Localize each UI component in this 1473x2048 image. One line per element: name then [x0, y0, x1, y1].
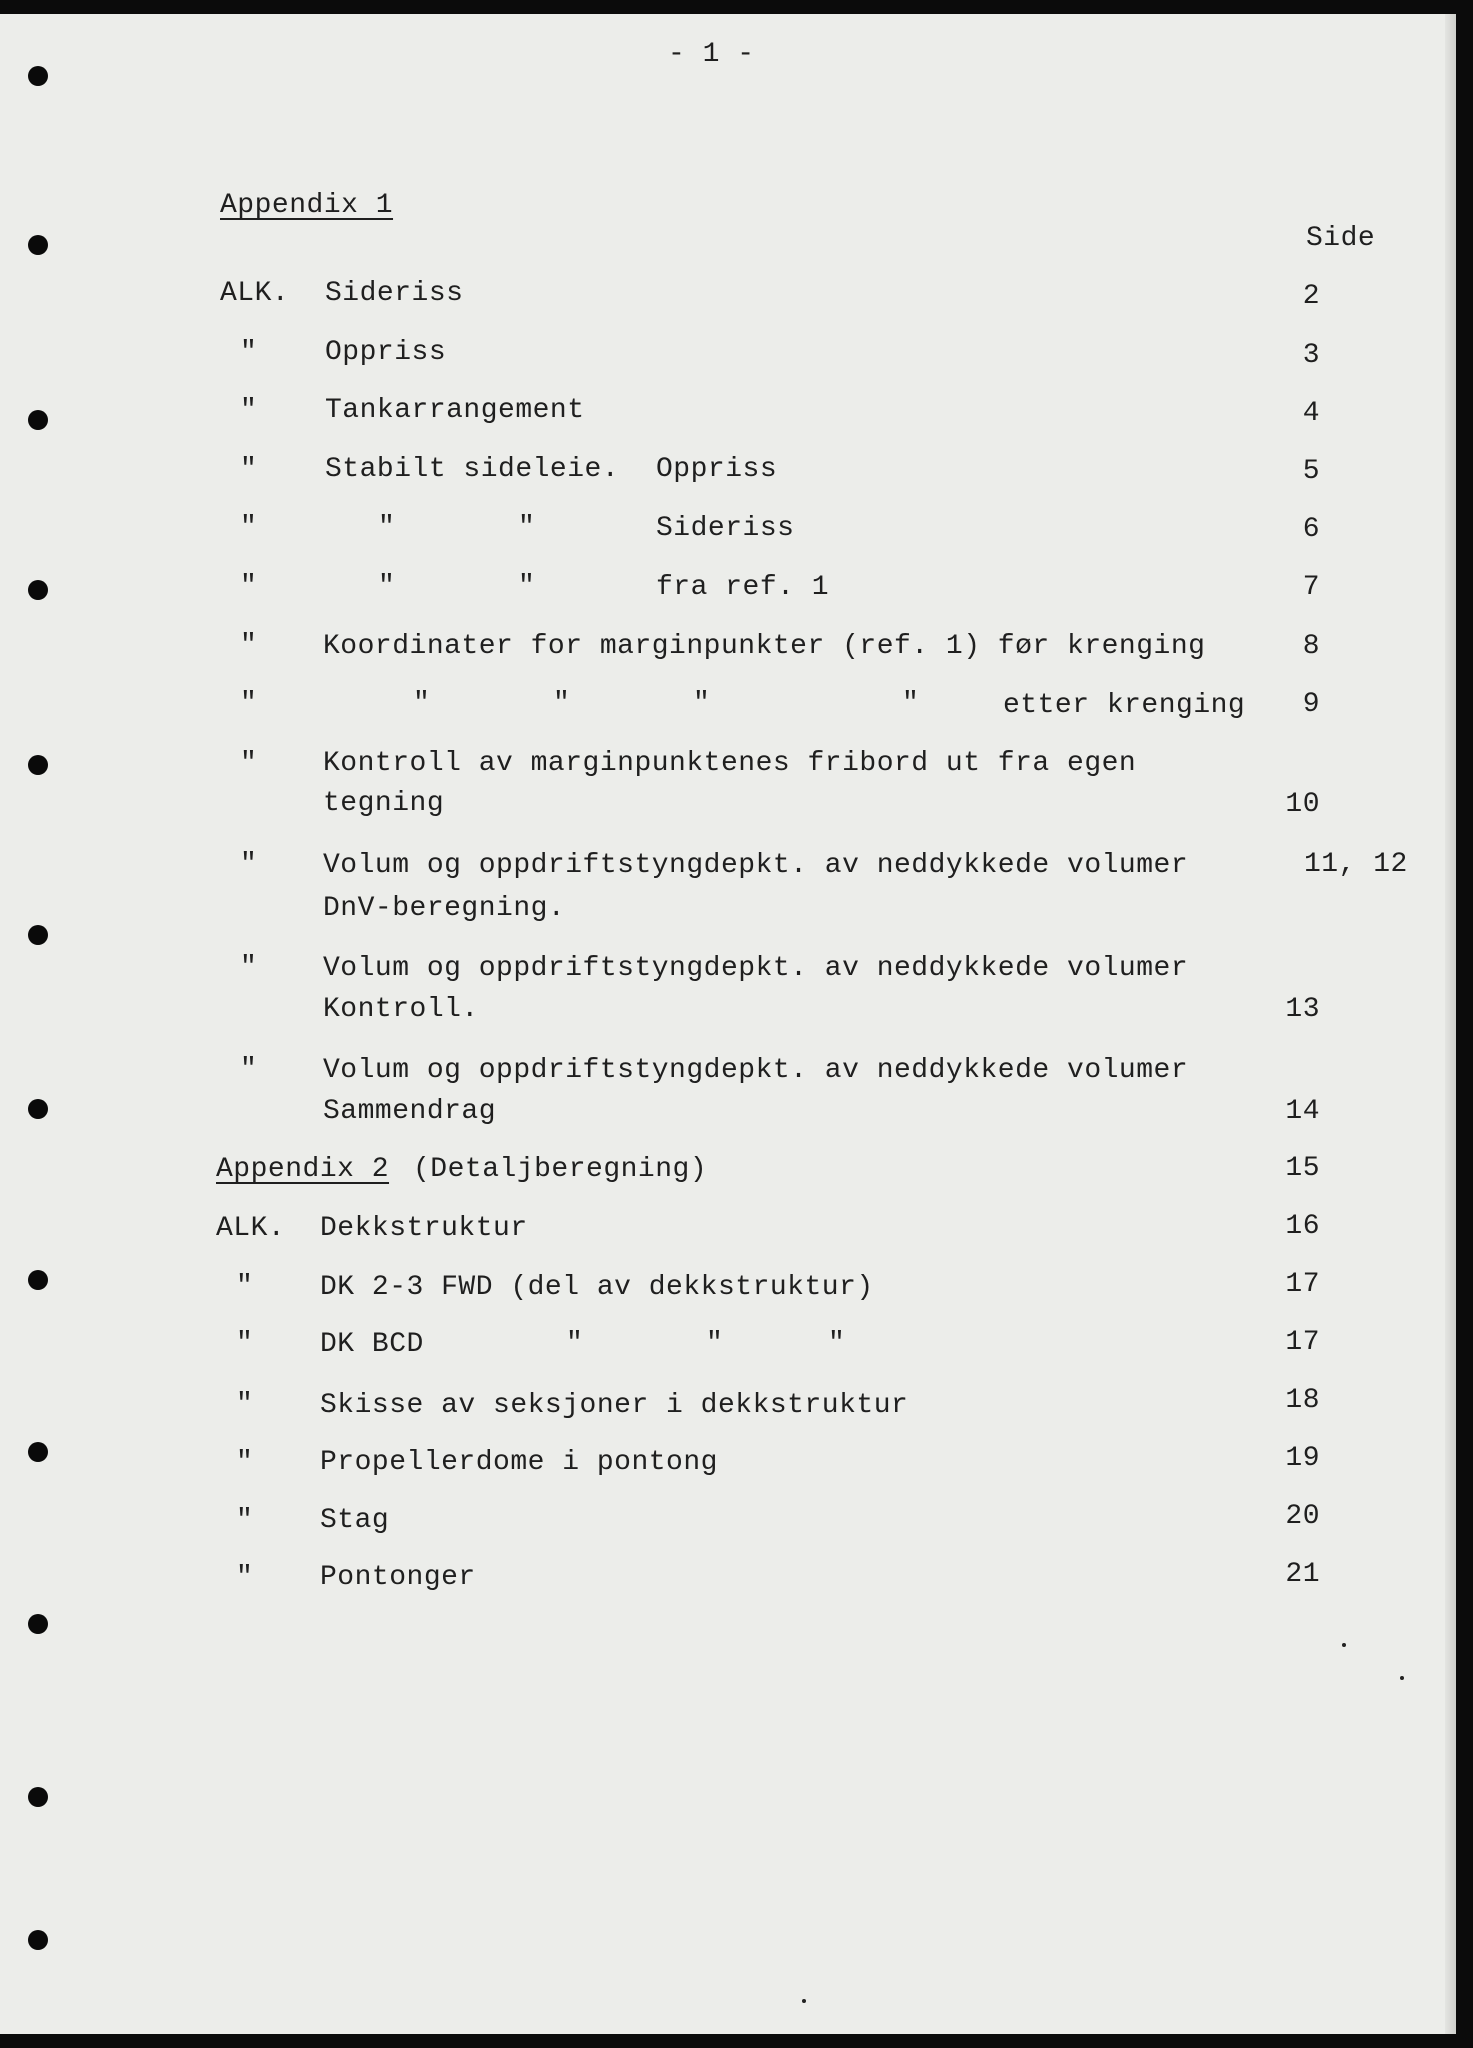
- ditto-mark: ": [828, 1328, 846, 1359]
- toc-prefix: ": [240, 571, 258, 602]
- toc-prefix: ALK.: [220, 278, 290, 309]
- toc-prefix: ": [236, 1389, 254, 1420]
- scan-speck: [802, 1999, 806, 2003]
- toc-prefix: ": [236, 1562, 254, 1593]
- page-number: - 1 -: [668, 39, 755, 70]
- scan-speck: [1342, 1643, 1346, 1647]
- binder-hole: [28, 1787, 48, 1807]
- toc-page: 10: [1285, 789, 1320, 820]
- toc-title: Tankarrangement: [325, 395, 585, 426]
- toc-page: 18: [1285, 1385, 1320, 1416]
- toc-page: 7: [1302, 572, 1320, 603]
- binder-hole: [28, 410, 48, 430]
- toc-subtitle: fra ref. 1: [656, 572, 830, 603]
- binder-hole: [28, 755, 48, 775]
- toc-title-continued: tegning: [323, 788, 445, 819]
- toc-subtitle: Sideriss: [656, 513, 795, 544]
- toc-prefix: ": [240, 1054, 258, 1085]
- binder-hole: [28, 925, 48, 945]
- toc-prefix: ": [236, 1505, 254, 1536]
- toc-page: 4: [1302, 398, 1320, 429]
- toc-title-continued: Sammendrag: [323, 1096, 497, 1127]
- toc-page: 19: [1285, 1443, 1320, 1474]
- ditto-mark: ": [378, 512, 396, 543]
- toc-prefix: ": [240, 849, 258, 880]
- toc-page: 2: [1302, 281, 1320, 312]
- toc-title: Koordinater for marginpunkter (ref. 1) før krenging: [323, 631, 1206, 662]
- toc-prefix: ": [240, 748, 258, 779]
- binder-hole: [28, 66, 48, 86]
- ditto-mark: ": [378, 571, 396, 602]
- toc-prefix: ": [240, 395, 258, 426]
- toc-title: DK 2-3 FWD (del av dekkstruktur): [320, 1272, 874, 1303]
- binder-hole: [28, 1099, 48, 1119]
- ditto-mark: ": [518, 571, 536, 602]
- toc-prefix: ": [240, 688, 258, 719]
- toc-title: Propellerdome i pontong: [320, 1447, 718, 1478]
- toc-page: 15: [1285, 1153, 1320, 1184]
- toc-page: 21: [1285, 1559, 1320, 1590]
- appendix2-heading: Appendix 2: [216, 1154, 390, 1185]
- toc-page: 14: [1285, 1096, 1320, 1127]
- toc-title: Stabilt sideleie.: [325, 454, 620, 485]
- toc-title: Pontonger: [320, 1562, 476, 1593]
- toc-prefix: ALK.: [216, 1213, 286, 1244]
- ditto-mark: ": [902, 688, 920, 719]
- toc-title: Kontroll av marginpunktenes fribord ut fra egen: [323, 748, 1137, 779]
- ditto-mark: ": [693, 688, 711, 719]
- toc-subtitle: etter krenging: [1003, 690, 1246, 721]
- toc-prefix: ": [240, 952, 258, 983]
- binder-hole: [28, 580, 48, 600]
- binder-hole: [28, 1930, 48, 1950]
- toc-page: 8: [1302, 631, 1320, 662]
- toc-prefix: ": [240, 512, 258, 543]
- toc-title-continued: Kontroll.: [323, 994, 479, 1025]
- toc-title: Stag: [320, 1505, 390, 1536]
- toc-prefix: ": [236, 1447, 254, 1478]
- toc-prefix: ": [240, 454, 258, 485]
- appendix1-heading: Appendix 1: [220, 190, 394, 221]
- binder-hole: [28, 1270, 48, 1290]
- scan-speck: [1400, 1676, 1404, 1680]
- side-column-header: Side: [1306, 223, 1376, 254]
- toc-page: 13: [1285, 994, 1320, 1025]
- toc-title: Sideriss: [325, 278, 464, 309]
- binder-hole: [28, 1614, 48, 1634]
- ditto-mark: ": [518, 512, 536, 543]
- ditto-mark: ": [566, 1328, 584, 1359]
- toc-title: Volum og oppdriftstyngdepkt. av neddykkede volumer: [323, 850, 1189, 881]
- toc-page: 11, 12: [1304, 849, 1408, 880]
- page-edge-shadow: [1445, 14, 1456, 2034]
- ditto-mark: ": [706, 1328, 724, 1359]
- toc-page: 5: [1302, 456, 1320, 487]
- toc-title: Oppriss: [325, 337, 447, 368]
- binder-hole: [28, 1442, 48, 1462]
- toc-prefix: ": [236, 1271, 254, 1302]
- toc-page: 20: [1285, 1501, 1320, 1532]
- toc-prefix: ": [240, 630, 258, 661]
- toc-title: Dekkstruktur: [320, 1213, 528, 1244]
- toc-title-continued: DnV-beregning.: [323, 893, 566, 924]
- ditto-mark: ": [413, 688, 431, 719]
- ditto-mark: ": [553, 688, 571, 719]
- toc-subtitle: Oppriss: [656, 454, 778, 485]
- toc-prefix: ": [236, 1328, 254, 1359]
- toc-page: 16: [1285, 1211, 1320, 1242]
- binder-hole: [28, 235, 48, 255]
- toc-title: DK BCD: [320, 1329, 424, 1360]
- toc-prefix: ": [240, 337, 258, 368]
- appendix2-heading-suffix: (Detaljberegning): [413, 1154, 708, 1185]
- toc-title: Volum og oppdriftstyngdepkt. av neddykkede volumer: [323, 953, 1189, 984]
- toc-page: 6: [1302, 514, 1320, 545]
- toc-title: Volum og oppdriftstyngdepkt. av neddykkede volumer: [323, 1055, 1189, 1086]
- toc-page: 9: [1302, 689, 1320, 720]
- toc-page: 17: [1285, 1327, 1320, 1358]
- toc-page: 17: [1285, 1269, 1320, 1300]
- toc-title: Skisse av seksjoner i dekkstruktur: [320, 1390, 909, 1421]
- toc-page: 3: [1302, 340, 1320, 371]
